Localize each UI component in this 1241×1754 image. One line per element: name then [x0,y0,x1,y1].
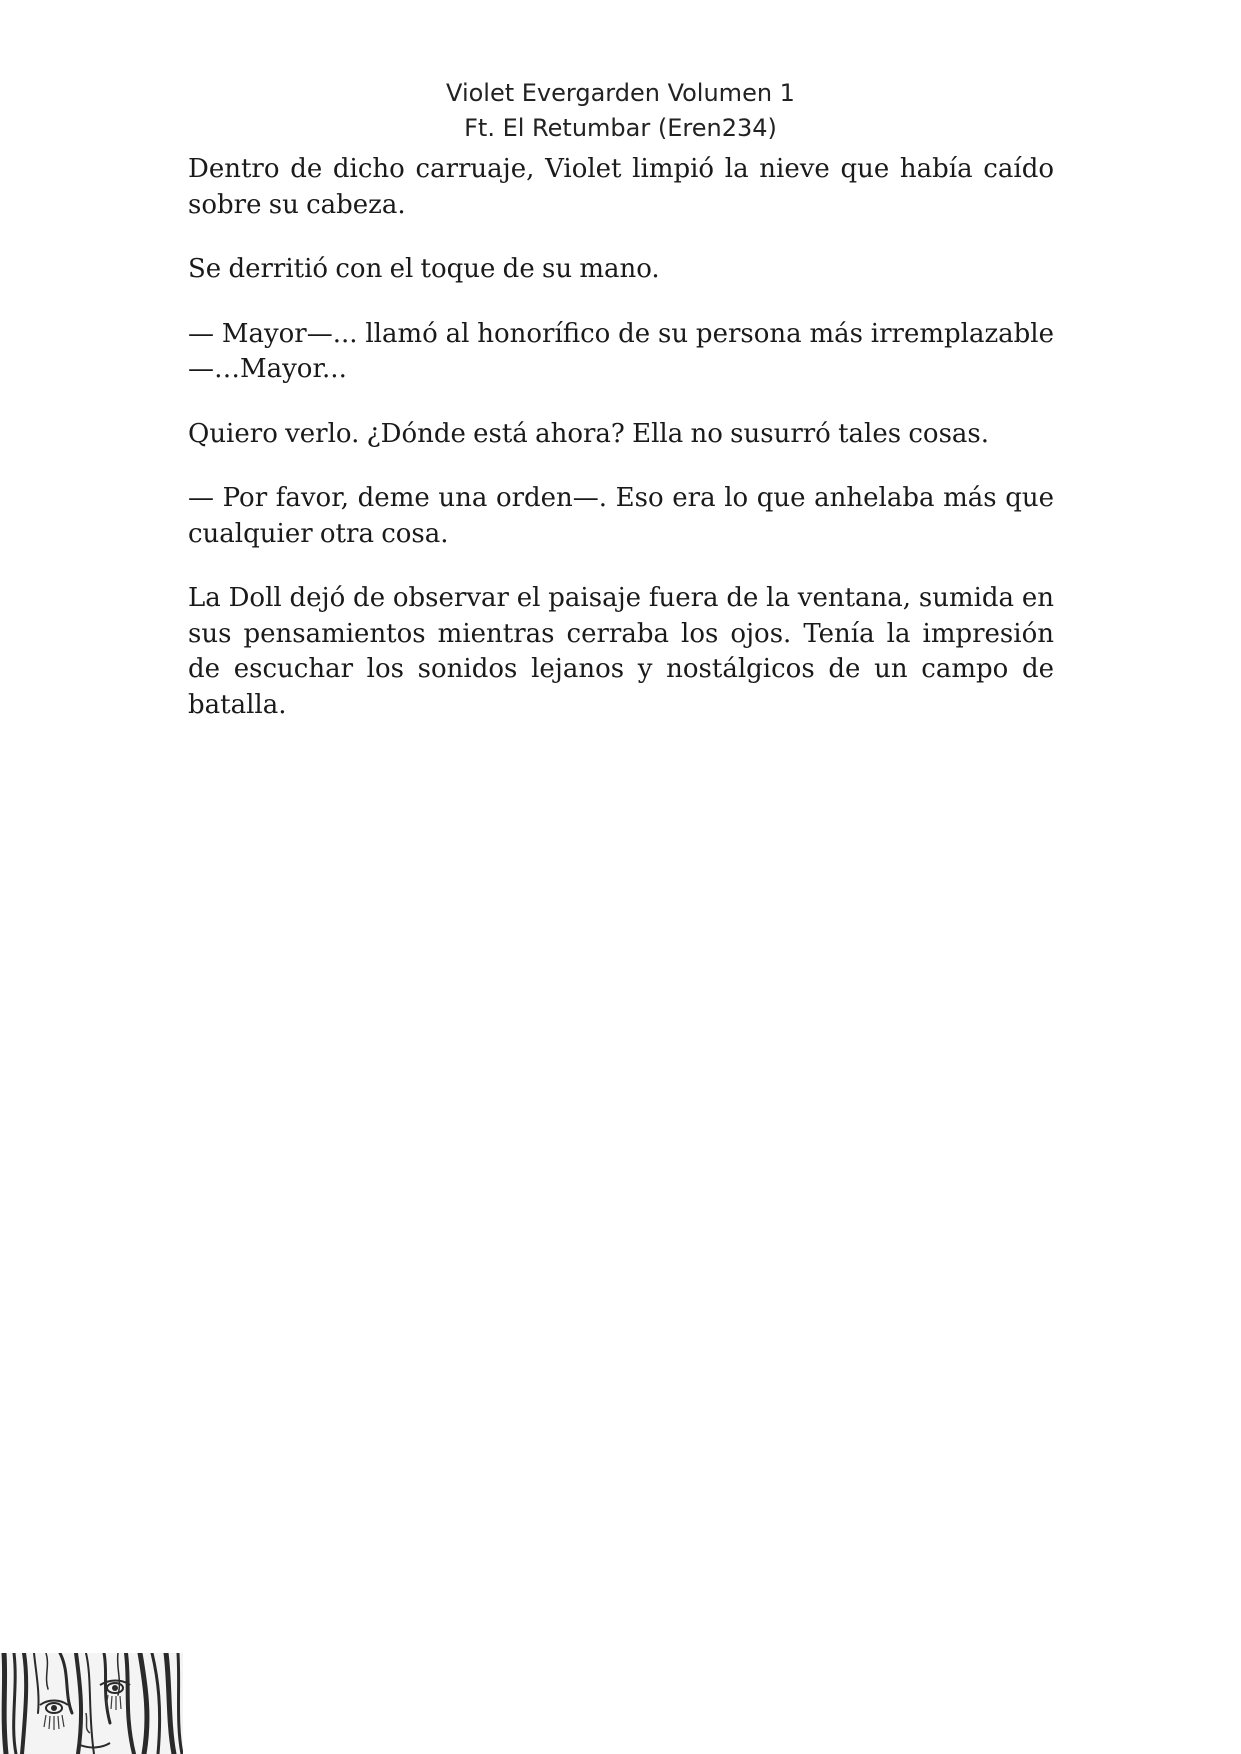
corner-illustration [0,1653,183,1754]
header-title: Violet Evergarden Volumen 1 [446,79,795,107]
paragraph: La Doll dejó de observar el paisaje fuera de la ventana, sumida en sus pensamientos mientras cerraba los ojos. Tenía la impresión de escuchar los sonidos lejanos y nostálgicos de un campo de batalla. [188,583,1054,720]
paragraph: Dentro de dicho carruaje, Violet limpió la nieve que había caído sobre su cabeza. [188,154,1054,220]
document-body [188,152,1054,752]
paragraph: Quiero verlo. ¿Dónde está ahora? Ella no susurró tales cosas. [188,418,990,449]
manga-face-illustration-icon [0,1653,183,1754]
header-subtitle: Ft. El Retumbar (Eren234) [464,114,777,142]
paragraph: — Mayor—... llamó al honorífico de su persona más irremplazable—…Mayor... [188,318,1054,384]
paragraph: Se derritió con el toque de su mano. [188,254,660,284]
paragraph: — Por favor, deme una orden—. Eso era lo que anhelaba más que cualquier otra cosa. [188,483,1054,549]
page-header [0,76,1241,146]
